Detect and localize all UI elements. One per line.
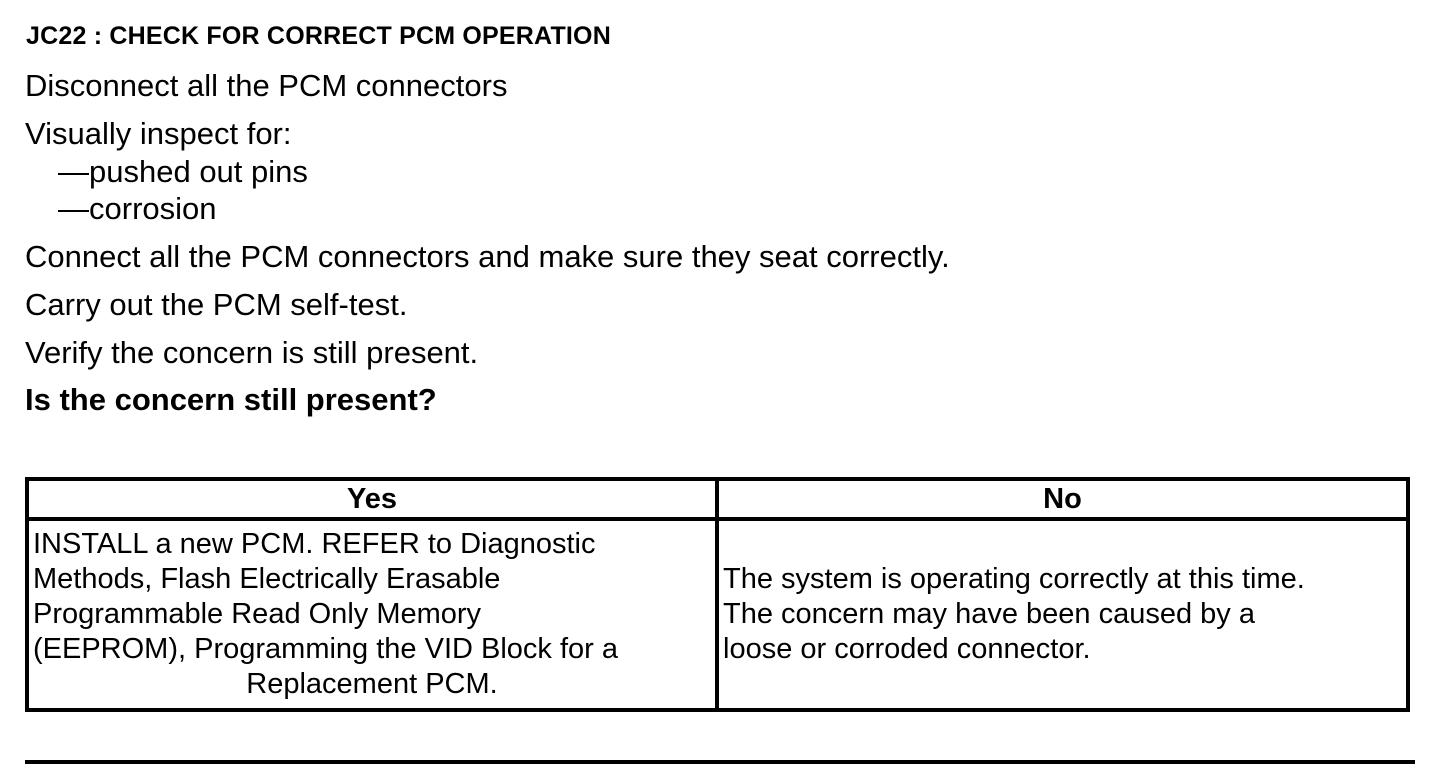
no-action-cell [717, 519, 1408, 710]
yes-line: Replacement PCM. [246, 668, 498, 700]
inspect-item-pins: —pushed out pins [58, 154, 308, 189]
page-heading: JC22 : CHECK FOR CORRECT PCM OPERATION [26, 22, 611, 50]
step-disconnect: Disconnect all the PCM connectors [25, 68, 508, 103]
step-self-test: Carry out the PCM self-test. [25, 287, 408, 322]
yes-header: Yes [27, 479, 717, 519]
inspect-item-corrosion: —corrosion [58, 191, 217, 226]
yes-line: Programmable Read Only Memory [33, 598, 482, 630]
step-visual-inspect: Visually inspect for: [25, 116, 292, 151]
decision-body-row [27, 519, 1408, 710]
step-connect: Connect all the PCM connectors and make sure they seat correctly. [25, 239, 950, 274]
decision-question: Is the concern still present? [25, 382, 437, 417]
section-divider [25, 760, 1415, 764]
decision-table [25, 477, 1410, 712]
yes-line: Methods, Flash Electrically Erasable [33, 563, 501, 595]
step-verify: Verify the concern is still present. [25, 335, 479, 370]
no-header: No [717, 479, 1408, 519]
yes-line: (EEPROM), Programming the VID Block for a [33, 633, 618, 665]
yes-line: INSTALL a new PCM. REFER to Diagnostic [33, 528, 596, 560]
no-line: The system is operating correctly at this time. [723, 563, 1305, 595]
no-line: The concern may have been caused by a [723, 598, 1255, 630]
no-line: loose or corroded connector. [723, 633, 1091, 665]
decision-header-row [27, 479, 1408, 519]
yes-action-cell [27, 519, 717, 710]
